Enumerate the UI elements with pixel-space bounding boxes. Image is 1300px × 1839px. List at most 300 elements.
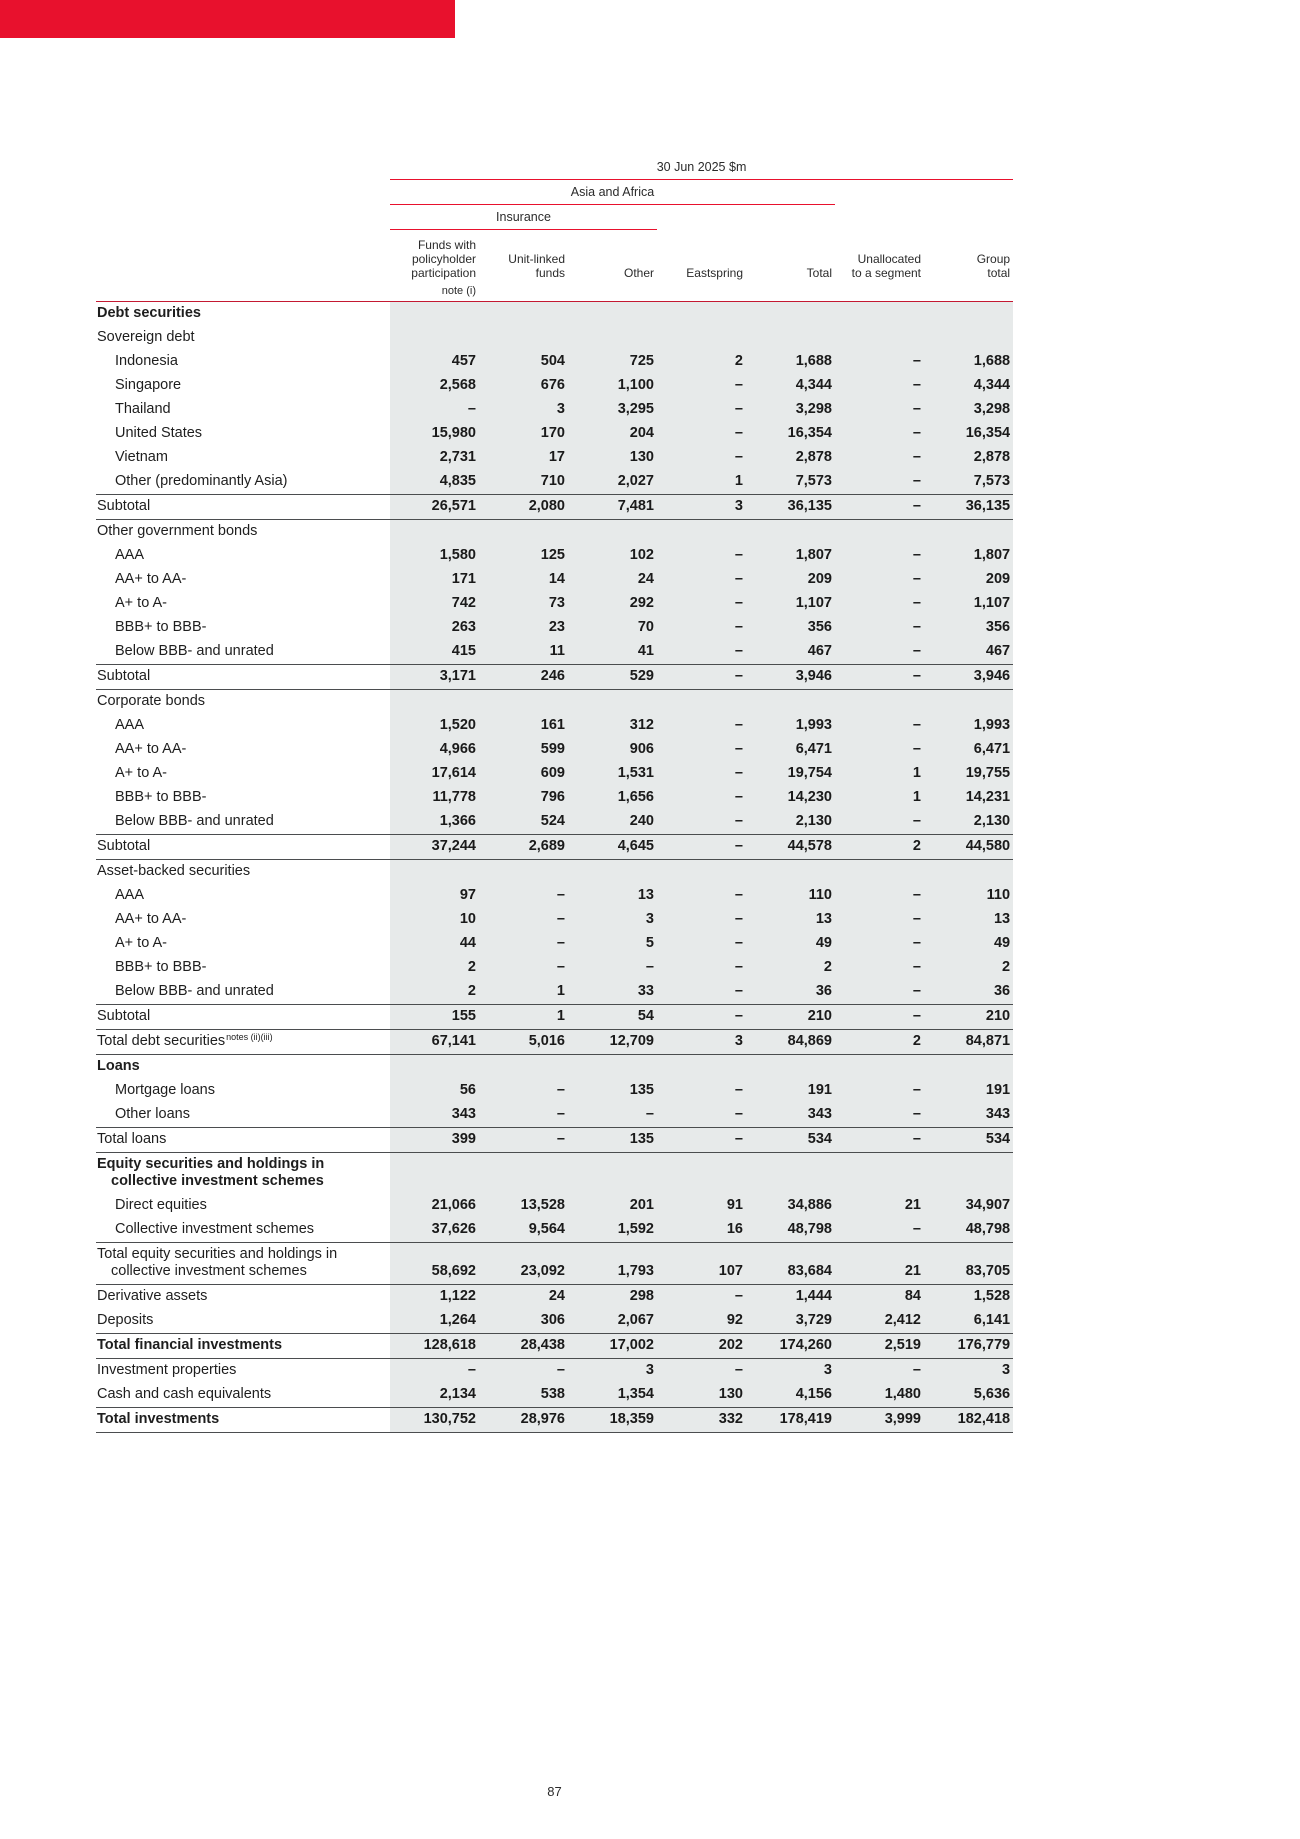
table-row [96,738,1013,762]
cell-value: – [835,374,924,398]
table-row [96,835,1013,860]
cell-value: 41 [568,640,657,665]
cell-value: 1,520 [390,714,479,738]
cell-value: 67,141 [390,1030,479,1055]
cell-value: 155 [390,1005,479,1030]
cell-value [479,326,568,350]
cell-value [390,326,479,350]
row-label: Total equity securities and holdings in collective investment schemes [96,1243,390,1285]
cell-value: 24 [479,1285,568,1310]
cell-value: 44,580 [924,835,1013,860]
table-row [96,1408,1013,1433]
cell-value: 36,135 [746,495,835,520]
cell-value: 14,230 [746,786,835,810]
cell-value: 48,798 [924,1218,1013,1243]
cell-value: 34,907 [924,1194,1013,1218]
row-label: Vietnam [96,446,390,470]
cell-value: – [657,835,746,860]
cell-value: 2,027 [568,470,657,495]
row-label: Total debt securities$^{notes (ii)(iii)}$ [96,1030,390,1055]
table-row [96,1128,1013,1153]
cell-value: – [835,422,924,446]
cell-value: – [657,592,746,616]
cell-value: 3 [924,1359,1013,1384]
table-row [96,1285,1013,1310]
cell-value: 110 [924,884,1013,908]
table-row [96,520,1013,545]
cell-value: 3,946 [924,665,1013,690]
cell-value: 2 [390,956,479,980]
cell-value: – [479,932,568,956]
cell-value [657,1055,746,1080]
cell-value: 343 [746,1103,835,1128]
cell-value: 3,298 [924,398,1013,422]
cell-value [924,326,1013,350]
cell-value: 125 [479,544,568,568]
cell-value: 176,779 [924,1334,1013,1359]
cell-value: 2,067 [568,1309,657,1334]
row-label: Derivative assets [96,1285,390,1310]
cell-value: – [657,762,746,786]
cell-value: 11 [479,640,568,665]
cell-value: 538 [479,1383,568,1408]
cell-value: – [657,1285,746,1310]
cell-value: 1,528 [924,1285,1013,1310]
row-label: Corporate bonds [96,690,390,715]
table-header [96,158,1013,302]
cell-value [746,860,835,885]
row-label: Debt securities [96,302,390,327]
cell-value: 18,359 [568,1408,657,1433]
cell-value: 1 [479,980,568,1005]
table-row [96,640,1013,665]
cell-value: 83,684 [746,1243,835,1285]
cell-value: 6,471 [924,738,1013,762]
cell-value: – [835,1359,924,1384]
cell-value: 13 [568,884,657,908]
cell-value: 292 [568,592,657,616]
row-label: Other (predominantly Asia) [96,470,390,495]
cell-value: 13 [924,908,1013,932]
table-row [96,350,1013,374]
cell-value: 201 [568,1194,657,1218]
cell-value: 534 [746,1128,835,1153]
cell-value [390,1055,479,1080]
cell-value: – [657,422,746,446]
cell-value: – [657,446,746,470]
cell-value: 56 [390,1079,479,1103]
row-label: Mortgage loans [96,1079,390,1103]
cell-value: 906 [568,738,657,762]
column-header: Unit-linked funds [508,252,565,281]
cell-value: 191 [924,1079,1013,1103]
row-label: Total investments [96,1408,390,1433]
cell-value: 7,481 [568,495,657,520]
table-row [96,544,1013,568]
cell-value [390,1153,479,1195]
cell-value: – [657,980,746,1005]
cell-value: 23,092 [479,1243,568,1285]
cell-value: – [479,1128,568,1153]
cell-value: 84 [835,1285,924,1310]
cell-value: 343 [390,1103,479,1128]
cell-value: 191 [746,1079,835,1103]
row-label: AA+ to AA- [96,568,390,592]
cell-value: 36,135 [924,495,1013,520]
cell-value: – [835,398,924,422]
cell-value: 467 [924,640,1013,665]
cell-value [835,690,924,715]
cell-value: 135 [568,1079,657,1103]
cell-value: 2,130 [924,810,1013,835]
cell-value [390,690,479,715]
row-label: BBB+ to BBB- [96,956,390,980]
cell-value: 16,354 [746,422,835,446]
cell-value: 2,689 [479,835,568,860]
cell-value: 5,636 [924,1383,1013,1408]
cell-value [568,326,657,350]
cell-value: 70 [568,616,657,640]
table-row [96,810,1013,835]
row-label: Below BBB- and unrated [96,810,390,835]
cell-value: 171 [390,568,479,592]
row-label: BBB+ to BBB- [96,616,390,640]
cell-value: – [657,810,746,835]
table-row [96,592,1013,616]
cell-value: – [657,616,746,640]
table-row [96,302,1013,327]
cell-value: 298 [568,1285,657,1310]
cell-value: 17 [479,446,568,470]
cell-value: 37,626 [390,1218,479,1243]
cell-value: 2 [657,350,746,374]
cell-value: 12,709 [568,1030,657,1055]
cell-value: – [835,738,924,762]
cell-value [390,860,479,885]
cell-value: 17,002 [568,1334,657,1359]
insurance-header-row [96,205,1013,230]
cell-value: 2,731 [390,446,479,470]
cell-value: 21,066 [390,1194,479,1218]
cell-value: 1,993 [924,714,1013,738]
column-headers-row [96,230,1013,302]
cell-value: – [657,1079,746,1103]
cell-value: 599 [479,738,568,762]
cell-value [924,520,1013,545]
cell-value: – [835,1103,924,1128]
cell-value: 54 [568,1005,657,1030]
cell-value: 1,993 [746,714,835,738]
cell-value [657,302,746,327]
cell-value: 2 [924,956,1013,980]
cell-value: – [835,810,924,835]
cell-value: 415 [390,640,479,665]
cell-value: 3 [746,1359,835,1384]
table-row [96,762,1013,786]
cell-value: 2,134 [390,1383,479,1408]
cell-value: 36 [924,980,1013,1005]
cell-value: 49 [746,932,835,956]
cell-value: – [657,544,746,568]
cell-value: 19,754 [746,762,835,786]
date-header: 30 Jun 2025 $m [390,158,1013,180]
row-label: Subtotal [96,665,390,690]
cell-value: 1,793 [568,1243,657,1285]
table-row [96,1359,1013,1384]
table-row [96,1030,1013,1055]
cell-value: 130,752 [390,1408,479,1433]
cell-value: 23 [479,616,568,640]
table-row [96,470,1013,495]
cell-value: 13,528 [479,1194,568,1218]
cell-value: 504 [479,350,568,374]
cell-value: 356 [924,616,1013,640]
cell-value: – [657,956,746,980]
row-label: A+ to A- [96,592,390,616]
cell-value [657,326,746,350]
column-note: note (i) [441,284,476,297]
cell-value: 3,729 [746,1309,835,1334]
cell-value: 676 [479,374,568,398]
cell-value: – [479,908,568,932]
row-label: AA+ to AA- [96,738,390,762]
cell-value: 306 [479,1309,568,1334]
cell-value [746,302,835,327]
cell-value [924,860,1013,885]
row-label: AAA [96,544,390,568]
cell-value: 356 [746,616,835,640]
cell-value: 202 [657,1334,746,1359]
cell-value: 2,080 [479,495,568,520]
cell-value: 3 [479,398,568,422]
cell-value: – [835,1079,924,1103]
table-row [96,1153,1013,1195]
cell-value: 161 [479,714,568,738]
cell-value: 37,244 [390,835,479,860]
column-header: Group total [976,252,1011,281]
cell-value [390,302,479,327]
cell-value: 6,471 [746,738,835,762]
cell-value: 343 [924,1103,1013,1128]
column-header: Funds with policyholder participation note (i) [411,238,476,297]
cell-value: 4,344 [746,374,835,398]
row-label: Deposits [96,1309,390,1334]
table-row [96,908,1013,932]
cell-value: 5 [568,932,657,956]
row-label: Other government bonds [96,520,390,545]
cell-value: – [835,714,924,738]
cell-value [390,520,479,545]
cell-value: 36 [746,980,835,1005]
cell-value: 102 [568,544,657,568]
cell-value: 33 [568,980,657,1005]
table-row [96,786,1013,810]
cell-value: 7,573 [924,470,1013,495]
cell-value [835,1055,924,1080]
table-row [96,568,1013,592]
table-row [96,1103,1013,1128]
column-header: Total [806,266,832,281]
table-row [96,1194,1013,1218]
table-row [96,1334,1013,1359]
row-label: AAA [96,714,390,738]
cell-value: 210 [924,1005,1013,1030]
table-row [96,1243,1013,1285]
column-header: Eastspring [686,266,743,281]
cell-value: 97 [390,884,479,908]
footnote-reference: notes (ii)(iii) [226,1031,273,1042]
cell-value [657,690,746,715]
cell-value: – [657,932,746,956]
cell-value: – [390,398,479,422]
cell-value: 1,366 [390,810,479,835]
cell-value: 1 [479,1005,568,1030]
cell-value [924,690,1013,715]
cell-value: 92 [657,1309,746,1334]
row-label: Singapore [96,374,390,398]
region-group-header: Asia and Africa [390,180,835,205]
cell-value: 1,531 [568,762,657,786]
cell-value: 48,798 [746,1218,835,1243]
cell-value: 1,122 [390,1285,479,1310]
cell-value: 91 [657,1194,746,1218]
column-header: Other [623,266,654,281]
cell-value: 3,946 [746,665,835,690]
cell-value: 7,573 [746,470,835,495]
cell-value: – [835,908,924,932]
column-header: Unallocated to a segment [851,252,921,281]
table-row [96,1383,1013,1408]
insurance-group-header: Insurance [390,205,657,230]
cell-value: 4,344 [924,374,1013,398]
cell-value: 28,976 [479,1408,568,1433]
cell-value [746,690,835,715]
row-label: Total loans [96,1128,390,1153]
table-row [96,665,1013,690]
cell-value: 2 [746,956,835,980]
cell-value: 34,886 [746,1194,835,1218]
region-header-row [96,180,1013,205]
table-row [96,690,1013,715]
cell-value: – [835,350,924,374]
cell-value [568,1055,657,1080]
table-row [96,616,1013,640]
cell-value: – [835,446,924,470]
cell-value [835,860,924,885]
cell-value [479,1153,568,1195]
date-header-row [96,158,1013,180]
cell-value: 58,692 [390,1243,479,1285]
row-label: A+ to A- [96,762,390,786]
cell-value [746,326,835,350]
cell-value: 3 [657,495,746,520]
cell-value: 209 [746,568,835,592]
cell-value: 84,869 [746,1030,835,1055]
table-row [96,714,1013,738]
row-label: Below BBB- and unrated [96,980,390,1005]
cell-value: – [835,592,924,616]
cell-value: 209 [924,568,1013,592]
cell-value: 73 [479,592,568,616]
row-label: Direct equities [96,1194,390,1218]
table-region [96,158,1013,1433]
cell-value: 467 [746,640,835,665]
cell-value: – [835,495,924,520]
cell-value: – [657,568,746,592]
cell-value: 21 [835,1194,924,1218]
cell-value: 1 [835,786,924,810]
cell-value: – [479,956,568,980]
table-row [96,422,1013,446]
cell-value: 44,578 [746,835,835,860]
cell-value: 2,568 [390,374,479,398]
cell-value: 4,835 [390,470,479,495]
row-label: Investment properties [96,1359,390,1384]
row-label: Loans [96,1055,390,1080]
cell-value [657,860,746,885]
cell-value: 174,260 [746,1334,835,1359]
cell-value: – [479,1359,568,1384]
cell-value: 3,295 [568,398,657,422]
cell-value: 524 [479,810,568,835]
cell-value: 1,480 [835,1383,924,1408]
row-label: Indonesia [96,350,390,374]
cell-value: 1,688 [924,350,1013,374]
cell-value: 83,705 [924,1243,1013,1285]
cell-value: 1,354 [568,1383,657,1408]
cell-value: – [390,1359,479,1384]
cell-value [657,520,746,545]
table-row [96,884,1013,908]
cell-value: – [657,374,746,398]
cell-value: 609 [479,762,568,786]
cell-value: – [657,714,746,738]
cell-value: – [657,908,746,932]
cell-value: 28,438 [479,1334,568,1359]
cell-value: 2,878 [746,446,835,470]
cell-value: 399 [390,1128,479,1153]
cell-value: 1,592 [568,1218,657,1243]
cell-value [746,520,835,545]
row-label: Below BBB- and unrated [96,640,390,665]
row-label: Sovereign debt [96,326,390,350]
cell-value: 534 [924,1128,1013,1153]
table-row [96,932,1013,956]
cell-value: 1 [835,762,924,786]
cell-value: 332 [657,1408,746,1433]
cell-value: – [835,568,924,592]
cell-value: 742 [390,592,479,616]
row-label: Asset-backed securities [96,860,390,885]
cell-value [746,1153,835,1195]
cell-value: – [657,786,746,810]
cell-value: – [835,470,924,495]
cell-value [657,1153,746,1195]
row-label: Subtotal [96,835,390,860]
cell-value: 11,778 [390,786,479,810]
cell-value: 24 [568,568,657,592]
cell-value: 17,614 [390,762,479,786]
row-label: Cash and cash equivalents [96,1383,390,1408]
table-row [96,980,1013,1005]
cell-value: 1,807 [746,544,835,568]
cell-value: 246 [479,665,568,690]
cell-value: – [657,884,746,908]
cell-value: 204 [568,422,657,446]
cell-value: 3,298 [746,398,835,422]
label-column-header [96,230,390,302]
cell-value: – [657,738,746,762]
